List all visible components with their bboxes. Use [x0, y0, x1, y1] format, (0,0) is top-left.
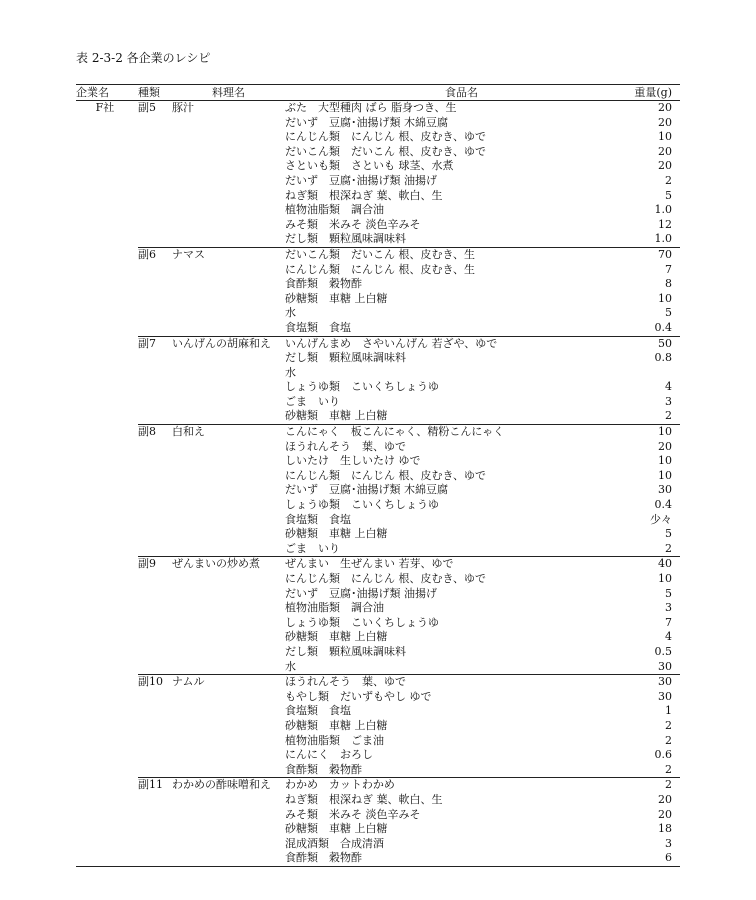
recipe-group	[76, 101, 680, 247]
weight-cell: 30	[658, 675, 672, 689]
table-title: 表 2-3-2 各企業のレシピ	[76, 51, 211, 65]
weight-cell: 1.0	[654, 232, 672, 246]
food-cell: ほうれんそう 葉、ゆで	[285, 675, 406, 689]
table-row	[76, 101, 680, 116]
table-row	[76, 469, 680, 484]
table-row	[76, 277, 680, 292]
weight-cell: 10	[658, 130, 672, 144]
header-dish: 料理名	[212, 86, 245, 99]
table-row	[76, 587, 680, 602]
weight-cell: 2	[665, 541, 672, 555]
weight-cell: 20	[658, 115, 672, 129]
table-row	[76, 483, 680, 498]
food-cell: ぶた 大型種肉 ばら 脂身つき、生	[285, 101, 457, 114]
weight-cell: 5	[665, 527, 672, 541]
weight-cell: 10	[658, 291, 672, 305]
weight-cell: 20	[658, 439, 672, 453]
table-row	[76, 527, 680, 542]
dish-cell: ぜんまいの炒め煮	[172, 557, 260, 571]
table-row	[76, 572, 680, 587]
food-cell: ぜんまい 生ぜんまい 若芽、ゆで	[285, 557, 454, 571]
food-cell: 植物油脂類 ごま油	[285, 733, 384, 747]
kind-cell: 副9	[138, 557, 156, 571]
food-cell: 食酢類 穀物酢	[285, 277, 362, 291]
table-row	[76, 321, 680, 336]
table-row	[76, 675, 680, 690]
table-row	[76, 130, 680, 145]
weight-cell: 20	[658, 792, 672, 806]
table-row	[76, 189, 680, 204]
table-row	[76, 366, 680, 381]
food-cell: わかめ カットわかめ	[285, 778, 395, 792]
food-cell: 砂糖類 車糖 上白糖	[285, 822, 388, 836]
food-cell: さといも類 さといも 球茎、水煮	[285, 159, 454, 173]
header-kind: 種類	[138, 86, 160, 99]
weight-cell: 30	[658, 689, 672, 703]
table-row	[76, 645, 680, 660]
weight-cell: 3	[665, 394, 672, 408]
weight-cell: 2	[665, 778, 672, 792]
recipe-group	[76, 557, 680, 674]
weight-cell: 6	[665, 851, 672, 865]
weight-cell: 4	[665, 630, 672, 644]
food-cell: みそ類 米みそ 淡色辛みそ	[285, 807, 421, 821]
weight-cell: 2	[665, 718, 672, 732]
food-cell: 砂糖類 車糖 上白糖	[285, 630, 388, 644]
weight-cell: 0.4	[654, 498, 672, 512]
food-cell: ごま いり	[285, 394, 340, 408]
weight-cell: 12	[658, 217, 672, 231]
weight-cell: 5	[665, 306, 672, 320]
table-row	[76, 513, 680, 528]
table-row	[76, 232, 680, 247]
kind-cell: 副8	[138, 425, 156, 439]
weight-cell: 7	[665, 262, 672, 276]
food-cell: だし類 顆粒風味調味料	[285, 644, 406, 658]
table-row	[76, 837, 680, 852]
weight-cell: 3	[665, 601, 672, 615]
food-cell: 砂糖類 車糖 上白糖	[285, 527, 388, 541]
food-cell: 砂糖類 車糖 上白糖	[285, 291, 388, 305]
dish-cell: ナムル	[172, 675, 205, 689]
recipe-group	[76, 675, 680, 777]
weight-cell: 20	[658, 807, 672, 821]
table-row	[76, 292, 680, 307]
weight-cell: 10	[658, 425, 672, 439]
food-cell: しょうゆ類 こいくちしょうゆ	[285, 615, 439, 629]
weight-cell: 10	[658, 572, 672, 585]
table-row	[76, 306, 680, 321]
weight-cell: 1	[665, 704, 672, 718]
food-cell: だいこん類 だいこん 根、皮むき、生	[285, 247, 476, 261]
food-cell: ごま いり	[285, 541, 340, 555]
weight-cell: 3	[665, 836, 672, 850]
weight-cell: 10	[658, 468, 672, 482]
table-body	[76, 101, 680, 866]
table-row	[76, 793, 680, 808]
table-row	[76, 704, 680, 719]
table-row	[76, 263, 680, 278]
food-cell: ねぎ類 根深ねぎ 葉、軟白、生	[285, 188, 443, 202]
table-row	[76, 203, 680, 218]
table-row	[76, 498, 680, 513]
dish-cell: わかめの酢味噌和え	[172, 778, 271, 792]
weight-cell: 20	[658, 101, 672, 114]
table-row	[76, 822, 680, 837]
weight-cell: 2	[665, 409, 672, 423]
weight-cell: 0.6	[654, 748, 672, 762]
weight-cell: 5	[665, 188, 672, 202]
food-cell: だいず 豆腐･油揚げ類 油揚げ	[285, 586, 437, 600]
table-row	[76, 734, 680, 749]
weight-cell: 10	[658, 454, 672, 468]
food-cell: こんにゃく 板こんにゃく、精粉こんにゃく	[285, 425, 505, 439]
weight-cell: 20	[658, 159, 672, 173]
weight-cell: 0.5	[654, 644, 672, 658]
weight-cell: 1.0	[654, 203, 672, 217]
table-row	[76, 719, 680, 734]
table-row	[76, 145, 680, 160]
food-cell: だし類 顆粒風味調味料	[285, 232, 406, 246]
table-row	[76, 351, 680, 366]
weight-cell: 2	[665, 173, 672, 187]
table-row	[76, 542, 680, 557]
table-row	[76, 174, 680, 189]
table-row	[76, 440, 680, 455]
food-cell: 水	[285, 659, 296, 673]
food-cell: みそ類 米みそ 淡色辛みそ	[285, 217, 421, 231]
food-cell: ほうれんそう 葉、ゆで	[285, 439, 406, 453]
weight-cell: 7	[665, 615, 672, 629]
weight-cell: 20	[658, 144, 672, 158]
table-row	[76, 763, 680, 778]
table-row	[76, 557, 680, 572]
food-cell: だいこん類 だいこん 根、皮むき、ゆで	[285, 144, 487, 158]
kind-cell: 副6	[138, 247, 156, 261]
food-cell: にんじん類 にんじん 根、皮むき、ゆで	[285, 130, 487, 144]
weight-cell: 70	[658, 247, 672, 261]
food-cell: 水	[285, 365, 296, 379]
kind-cell: 副11	[138, 778, 163, 792]
recipe-group	[76, 425, 680, 556]
weight-cell: 8	[665, 277, 672, 291]
table-row	[76, 337, 680, 352]
company-cell: F社	[95, 101, 115, 114]
food-cell: 食酢類 穀物酢	[285, 762, 362, 776]
weight-cell: 30	[658, 659, 672, 673]
weight-cell: 30	[658, 483, 672, 497]
food-cell: 植物油脂類 調合油	[285, 203, 384, 217]
food-cell: 食塩類 食塩	[285, 704, 351, 718]
header-company: 企業名	[76, 86, 109, 99]
weight-cell: 40	[658, 557, 672, 571]
header-food: 食品名	[445, 86, 478, 99]
food-cell: いんげんまめ さやいんげん 若ざや、ゆで	[285, 336, 498, 350]
weight-cell: 4	[665, 380, 672, 394]
table-row	[76, 380, 680, 395]
recipe-group	[76, 778, 680, 866]
table-row	[76, 630, 680, 645]
food-cell: 植物油脂類 調合油	[285, 601, 384, 615]
dish-cell: 豚汁	[172, 101, 194, 114]
table-row	[76, 601, 680, 616]
table-row	[76, 690, 680, 705]
weight-cell: 2	[665, 733, 672, 747]
header-weight: 重量(g)	[634, 86, 672, 99]
table-row	[76, 218, 680, 233]
table-row	[76, 425, 680, 440]
kind-cell: 副5	[138, 101, 156, 114]
recipe-group	[76, 337, 680, 425]
food-cell: ねぎ類 根深ねぎ 葉、軟白、生	[285, 792, 443, 806]
table-row	[76, 395, 680, 410]
food-cell: 食塩類 食塩	[285, 512, 351, 526]
dish-cell: 白和え	[172, 425, 205, 439]
food-cell: にんじん類 にんじん 根、皮むき、ゆで	[285, 572, 487, 585]
table-row	[76, 409, 680, 424]
food-cell: 混成酒類 合成清酒	[285, 836, 384, 850]
table-row	[76, 616, 680, 631]
table-row	[76, 778, 680, 793]
table-row	[76, 248, 680, 263]
food-cell: もやし類 だいずもやし ゆで	[285, 689, 432, 703]
food-cell: だし類 顆粒風味調味料	[285, 351, 406, 365]
weight-cell: 5	[665, 586, 672, 600]
dish-cell: いんげんの胡麻和え	[172, 336, 271, 350]
table-row	[76, 159, 680, 174]
dish-cell: ナマス	[172, 247, 205, 261]
table-header-row	[76, 85, 680, 100]
food-cell: しょうゆ類 こいくちしょうゆ	[285, 380, 439, 394]
food-cell: しょうゆ類 こいくちしょうゆ	[285, 498, 439, 512]
weight-cell: 0.8	[654, 351, 672, 365]
food-cell: 砂糖類 車糖 上白糖	[285, 718, 388, 732]
food-cell: にんじん類 にんじん 根、皮むき、生	[285, 262, 476, 276]
weight-cell: 少々	[650, 512, 672, 526]
food-cell: にんにく おろし	[285, 748, 373, 762]
table-row	[76, 851, 680, 866]
bottom-rule	[76, 866, 680, 867]
table-row	[76, 116, 680, 131]
food-cell: だいず 豆腐･油揚げ類 木綿豆腐	[285, 115, 448, 129]
food-cell: 砂糖類 車糖 上白糖	[285, 409, 388, 423]
recipe-group	[76, 248, 680, 336]
recipe-table	[76, 84, 680, 867]
food-cell: にんじん類 にんじん 根、皮むき、ゆで	[285, 468, 487, 482]
kind-cell: 副7	[138, 336, 156, 350]
food-cell: 食酢類 穀物酢	[285, 851, 362, 865]
food-cell: だいず 豆腐･油揚げ類 油揚げ	[285, 173, 437, 187]
food-cell: 食塩類 食塩	[285, 320, 351, 334]
table-row	[76, 748, 680, 763]
weight-cell: 18	[658, 822, 672, 836]
table-row	[76, 660, 680, 675]
food-cell: だいず 豆腐･油揚げ類 木綿豆腐	[285, 483, 448, 497]
table-row	[76, 454, 680, 469]
kind-cell: 副10	[138, 675, 163, 689]
weight-cell: 0.4	[654, 320, 672, 334]
weight-cell: 2	[665, 762, 672, 776]
table-row	[76, 808, 680, 823]
food-cell: しいたけ 生しいたけ ゆで	[285, 454, 421, 468]
food-cell: 水	[285, 306, 296, 320]
weight-cell: 50	[658, 336, 672, 350]
